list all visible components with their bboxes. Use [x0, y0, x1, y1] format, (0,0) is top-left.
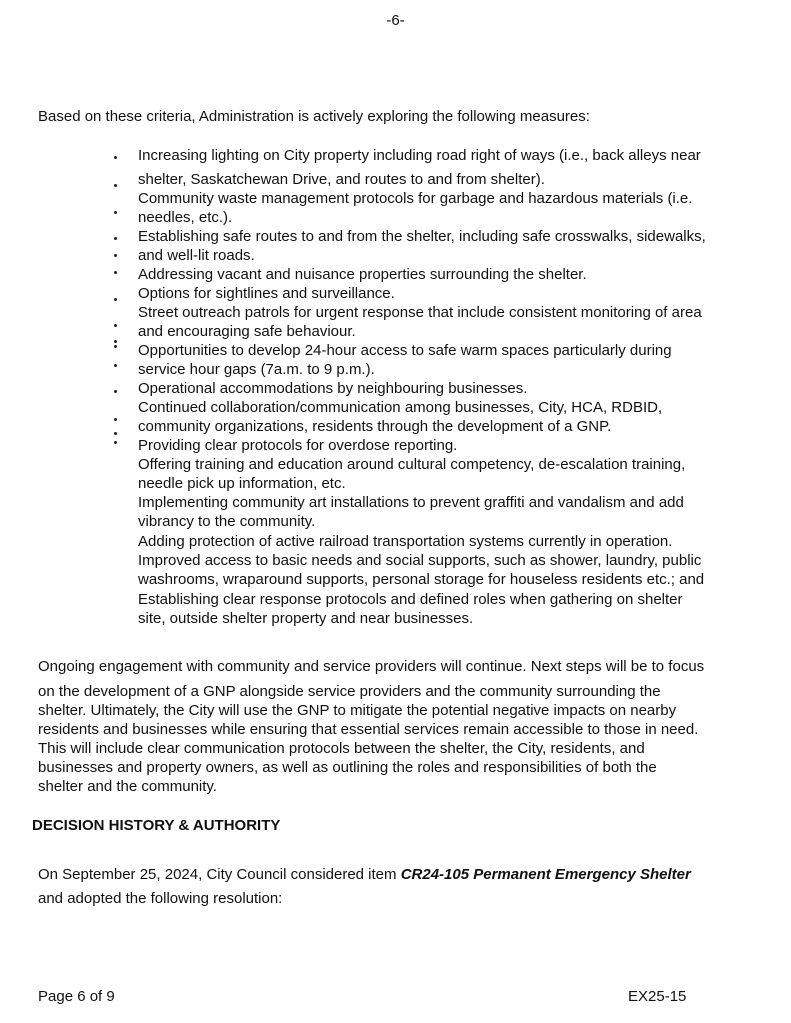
- item-title: CR24-105 Permanent Emergency Shelter: [400, 866, 691, 883]
- decision-text: On September 25, 2024, City Council considered item: [38, 866, 401, 883]
- bullet-icon: [114, 418, 117, 421]
- intro-paragraph: Based on these criteria, Administration is actively exploring the following measures:: [38, 108, 590, 125]
- list-item-line: shelter, Saskatchewan Drive, and routes to and from shelter).: [138, 171, 545, 188]
- section-heading-decision-history: DECISION HISTORY & AUTHORITY: [32, 817, 281, 834]
- bullet-icon: [114, 340, 117, 343]
- list-item-line: Implementing community art installations to prevent graffiti and vandalism and add: [138, 494, 684, 511]
- bullet-icon: [114, 271, 117, 274]
- list-item-line: Establishing clear response protocols and defined roles when gathering on shelter: [138, 591, 683, 608]
- list-item-line: Offering training and education around cultural competency, de-escalation training,: [138, 456, 686, 473]
- list-item-line: Adding protection of active railroad transportation systems currently in operation.: [138, 533, 673, 550]
- paragraph-line: This will include clear communication protocols between the shelter, the City, residents, and: [38, 740, 645, 757]
- decision-paragraph-line-1: [38, 865, 691, 884]
- list-item-line: Options for sightlines and surveillance.: [138, 285, 395, 302]
- list-item-line: Establishing safe routes to and from the shelter, including safe crosswalks, sidewalks,: [138, 228, 706, 245]
- footer-page-label: Page 6 of 9: [38, 988, 115, 1005]
- list-item-line: site, outside shelter property and near businesses.: [138, 610, 474, 627]
- paragraph-line: residents and businesses while ensuring that essential services remain accessible to those in need.: [38, 721, 699, 738]
- decision-paragraph-line-2: and adopted the following resolution:: [38, 890, 283, 907]
- list-item-line: service hour gaps (7a.m. to 9 p.m.).: [138, 361, 375, 378]
- list-item-line: and well-lit roads.: [138, 247, 255, 264]
- list-item-line: and encouraging safe behaviour.: [138, 323, 356, 340]
- list-item-line: Improved access to basic needs and social supports, such as shower, laundry, public: [138, 552, 702, 569]
- bullet-icon: [114, 345, 117, 348]
- footer-doc-id: EX25-15: [628, 988, 687, 1005]
- page-number-top: -6-: [386, 12, 405, 29]
- list-item-line: washrooms, wraparound supports, personal storage for houseless residents etc.; and: [138, 571, 705, 588]
- bullet-icon: [114, 156, 117, 159]
- list-item-line: Increasing lighting on City property including road right of ways (i.e., back alleys near: [138, 147, 701, 164]
- paragraph-line: shelter. Ultimately, the City will use the GNP to mitigate the potential negative impacts on nearby: [38, 702, 677, 719]
- list-item-line: Continued collaboration/communication among businesses, City, HCA, RDBID,: [138, 399, 663, 416]
- paragraph-line: Ongoing engagement with community and service providers will continue. Next steps will be to focus: [38, 658, 705, 675]
- bullet-icon: [114, 237, 117, 240]
- bullet-icon: [114, 390, 117, 393]
- bullet-icon: [114, 364, 117, 367]
- bullet-icon: [114, 298, 117, 301]
- list-item-line: community organizations, residents through the development of a GNP.: [138, 418, 612, 435]
- bullet-icon: [114, 254, 117, 257]
- list-item-line: Community waste management protocols for garbage and hazardous materials (i.e.: [138, 190, 693, 207]
- bullet-icon: [114, 432, 117, 435]
- list-item-line: Addressing vacant and nuisance properties surrounding the shelter.: [138, 266, 587, 283]
- bullet-icon: [114, 324, 117, 327]
- list-item-line: Street outreach patrols for urgent response that include consistent monitoring of area: [138, 304, 702, 321]
- paragraph-line: shelter and the community.: [38, 778, 217, 795]
- bullet-icon: [114, 184, 117, 187]
- list-item-line: needle pick up information, etc.: [138, 475, 346, 492]
- bullet-icon: [114, 211, 117, 214]
- list-item-line: Providing clear protocols for overdose reporting.: [138, 437, 458, 454]
- paragraph-line: businesses and property owners, as well as outlining the roles and responsibilities of both the: [38, 759, 657, 776]
- list-item-line: vibrancy to the community.: [138, 513, 316, 530]
- list-item-line: needles, etc.).: [138, 209, 233, 226]
- bullet-icon: [114, 441, 117, 444]
- list-item-line: Operational accommodations by neighbouring businesses.: [138, 380, 528, 397]
- paragraph-line: on the development of a GNP alongside service providers and the community surrounding the: [38, 683, 661, 700]
- list-item-line: Opportunities to develop 24-hour access to safe warm spaces particularly during: [138, 342, 672, 359]
